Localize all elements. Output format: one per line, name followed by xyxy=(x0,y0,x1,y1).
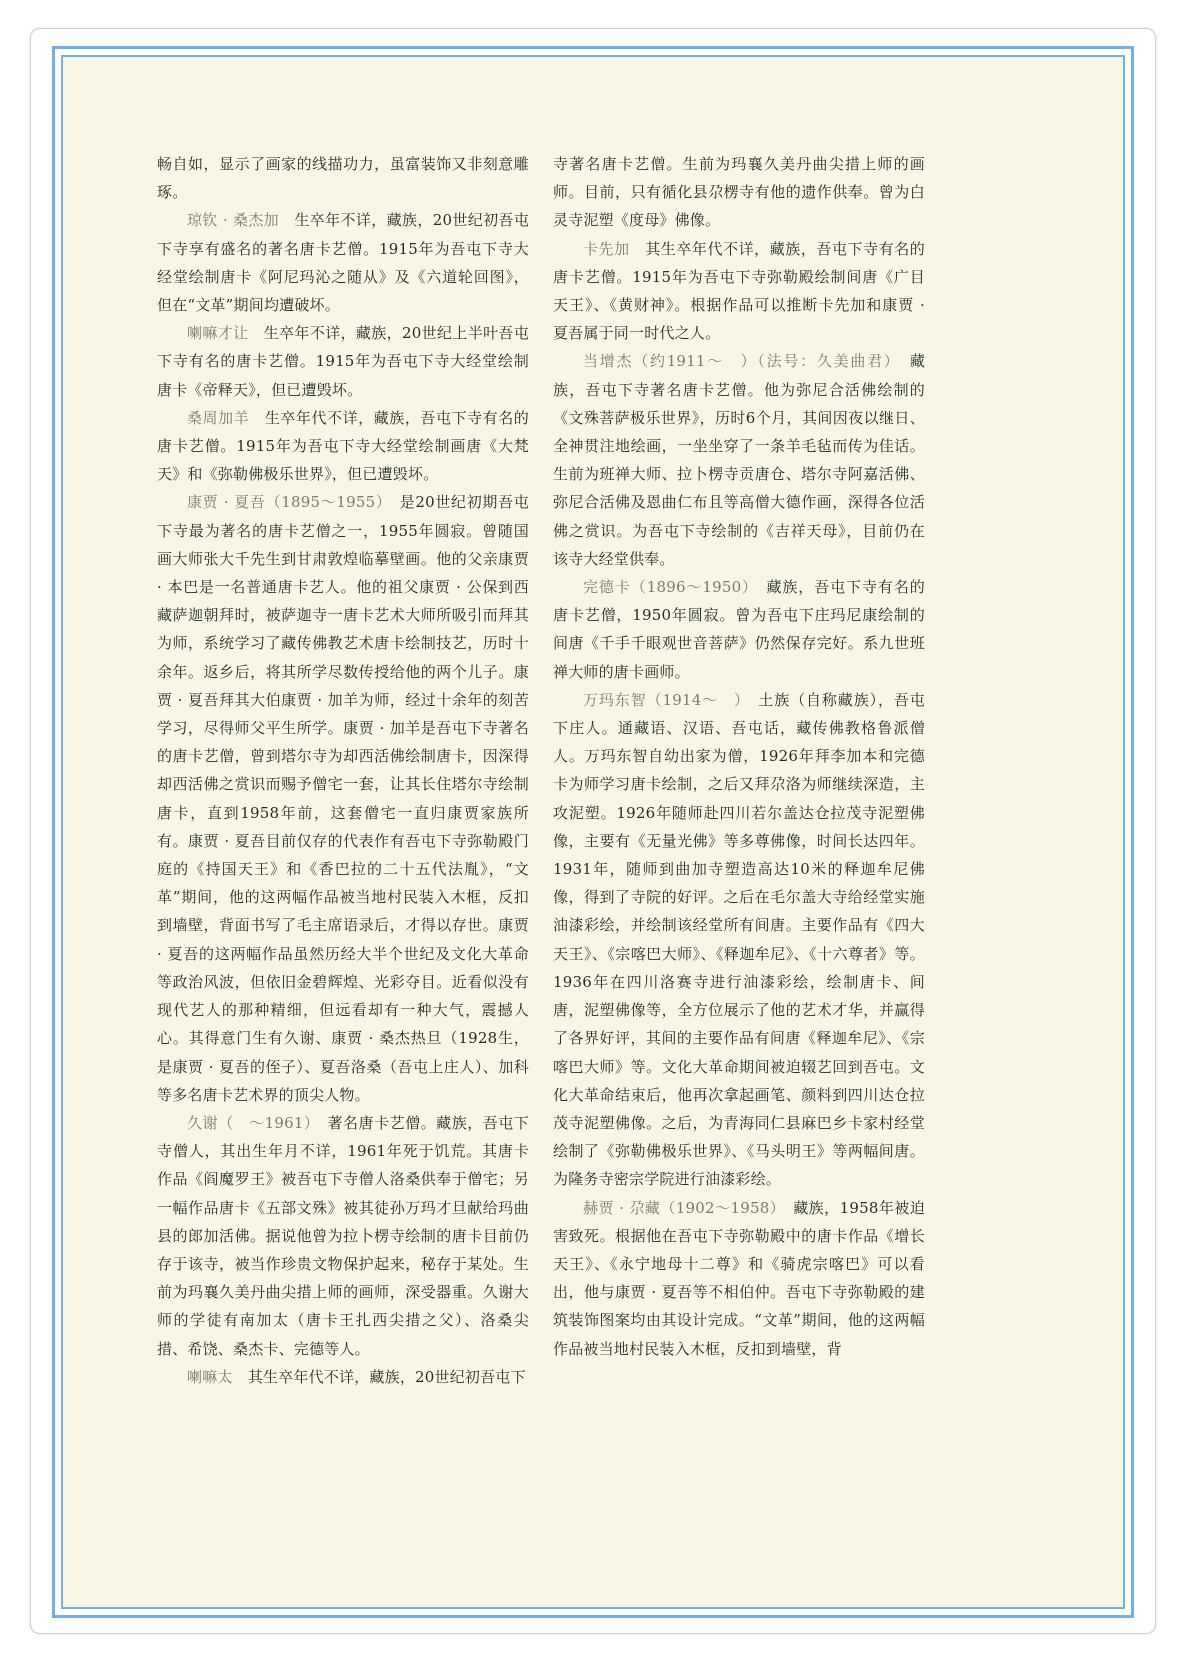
entry-dates: （ ～1961） xyxy=(218,1113,312,1132)
entry-dates: （1896～1950） xyxy=(630,578,751,597)
entry-dates: （1914～ ） xyxy=(646,690,743,709)
biography-entry xyxy=(553,686,925,1194)
entry-name: 卡先加 xyxy=(583,239,630,258)
entry-name: 喇嘛才让 xyxy=(187,324,249,343)
right-column xyxy=(553,150,925,1391)
biography-entry xyxy=(157,1109,529,1363)
entry-dates: （约1911～ ）（法号：久美曲君） xyxy=(633,352,894,371)
entry-dates: （1902～1958） xyxy=(660,1198,778,1217)
entry-text: 生卒年不详，藏族，20世纪上半叶吾屯下寺有名的唐卡艺僧。1915年为吾屯下寺大经堂绘制唐卡《帝释天》，但已遭毁坏。 xyxy=(157,324,529,399)
entry-name: 康贾 · 夏吾 xyxy=(187,493,266,512)
entry-text: 寺著名唐卡艺僧。生前为玛襄久美丹曲尖措上师的画师。目前，只有循化县尕楞寺有他的遗作供奉。曾为白灵寺泥塑《度母》佛像。 xyxy=(553,155,925,230)
entry-name: 完德卡 xyxy=(583,578,631,597)
biography-entry xyxy=(157,404,529,489)
biography-entry xyxy=(553,573,925,686)
entry-dates: （1895～1955） xyxy=(265,493,385,512)
entry-text: 土族（自称藏族），吾屯下庄人。通藏语、汉语、吾屯话，藏传佛教格鲁派僧人。万玛东智自幼出家为僧，1926年拜李加本和完德卡为师学习唐卡绘制，之后又拜尕洛为师继续深造，主攻泥塑。1926年随师赴四川若尔盖达仓拉茂寺泥塑佛像，主要有《无量光佛》等多尊佛像，时间长达四年。1931年，随师到曲加寺塑造高达10米的释迦牟尼佛像，得到了寺院的好评。之后在毛尔盖大寺给经堂实施油漆彩绘，并绘制该经堂所有间唐。主要作品有《四大天王》、《宗喀巴大师》、《释迦牟尼》、《十六尊者》等。1936年在四川洛赛寺进行油漆彩绘，绘制唐卡、间唐，泥塑佛像等，全方位展示了他的艺术才华，并赢得了各界好评，其间的主要作品有间唐《释迦牟尼》、《宗喀巴大师》等。文化大革命期间被迫辍艺回到吾屯。文化大革命结束后，他再次拿起画笔、颜料到四川达仓拉茂寺泥塑佛像。之后，为青海同仁县麻巴乡卡家村经堂绘制了《弥勒佛极乐世界》、《马头明王》等两幅间唐。为隆务寺密宗学院进行油漆彩绘。 xyxy=(553,690,925,1189)
entry-text: 其生卒年代不详，藏族，吾屯下寺有名的唐卡艺僧。1915年为吾屯下寺弥勒殿绘制间唐《广目天王》、《黄财神》。根据作品可以推断卡先加和康贾 · 夏吾属于同一时代之人。 xyxy=(553,239,925,343)
entry-text: 其生卒年代不详，藏族，20世纪初吾屯下 xyxy=(247,1367,526,1386)
paragraph-continuation xyxy=(553,150,925,235)
entry-text: 藏族，吾屯下寺著名唐卡艺僧。他为弥尼合活佛绘制的《文殊菩萨极乐世界》，历时6个月，其间因夜以继日、全神贯注地绘画，一坐坐穿了一条羊毛毡而传为佳话。生前为班禅大师、拉卜楞寺贡唐仓、塔尔寺阿嘉活佛、弥尼合活佛及恩曲仁布且等高僧大德作画，深得各位活佛之赏识。为吾屯下寺绘制的《吉祥天母》，目前仍在该寺大经堂供奉。 xyxy=(553,352,926,568)
biography-entry xyxy=(157,1363,529,1391)
biography-entry xyxy=(553,235,925,348)
biography-entry xyxy=(553,1194,925,1363)
left-column xyxy=(157,150,529,1391)
entry-text: 生卒年不详，藏族，20世纪初吾屯下寺享有盛名的著名唐卡艺僧。1915年为吾屯下寺大经堂绘制唐卡《阿尼玛沁之随从》及《六道轮回图》，但在“文革”期间均遭破坏。 xyxy=(157,211,530,315)
paragraph-continuation xyxy=(157,150,529,206)
biography-entry xyxy=(157,488,529,1108)
entry-name: 当增杰 xyxy=(583,352,634,371)
entry-text: 是20世纪初期吾屯下寺最为著名的唐卡艺僧之一，1955年圆寂。曾随国画大师张大千先生到甘肃敦煌临摹壁画。他的父亲康贾 · 本巴是一名普通唐卡艺人。他的祖父康贾 · 公保到西藏萨迦朝拜时，被萨迦寺一唐卡艺术大师所吸引而拜其为师，系统学习了藏传佛教艺术唐卡绘制技艺，历时十余年。返乡后，将其所学尽数传授给他的两个儿子。康贾 · 夏吾拜其大伯康贾 · 加羊为师，经过十余年的刻苦学习，尽得师父平生所学。康贾 · 加羊是吾屯下寺著名的唐卡艺僧，曾到塔尔寺为却西活佛绘制唐卡，因深得却西活佛之赏识而赐予僧宅一套，让其长住塔尔寺绘制唐卡，直到1958年前，这套僧宅一直归康贾家族所有。康贾 · 夏吾目前仅存的代表作有吾屯下寺弥勒殿门庭的《持国天王》和《香巴拉的二十五代法胤》，“文革”期间，他的这两幅作品被当地村民装入木框，反扣到墙壁，背面书写了毛主席语录后，才得以存世。康贾 · 夏吾的这两幅作品虽然历经大半个世纪及文化大革命等政治风波，但依旧金碧辉煌、光彩夺目。近看似没有现代艺人的那种精细，但远看却有一种大气，震撼人心。其得意门生有久谢、康贾 · 桑杰热旦（1928生，是康贾 · 夏吾的侄子）、夏吾洛桑（吾屯上庄人）、加科等多名唐卡艺术界的顶尖人物。 xyxy=(157,493,529,1104)
entry-text: 生卒年代不详，藏族，吾屯下寺有名的唐卡艺僧。1915年为吾屯下寺大经堂绘制画唐《大梵天》和《弥勒佛极乐世界》，但已遭毁坏。 xyxy=(157,408,529,484)
entry-name: 赫贾 · 尕藏 xyxy=(583,1198,661,1217)
biography-entry xyxy=(157,206,529,319)
biography-entry xyxy=(157,319,529,404)
entry-text: 藏族，吾屯下寺有名的唐卡艺僧，1950年圆寂。曾为吾屯下庄玛尼康绘制的间唐《千手千眼观世音菩萨》仍然保存完好。系九世班禅大师的唐卡画师。 xyxy=(553,578,925,681)
text-body xyxy=(157,150,925,1391)
entry-text: 著名唐卡艺僧。藏族，吾屯下寺僧人，其出生年月不详，1961年死于饥荒。其唐卡作品《阎魔罗王》被吾屯下寺僧人洛桑供奉于僧宅；另一幅作品唐卡《五部文殊》被其徒孙万玛才旦献给玛曲县的郎加活佛。据说他曾为拉卜楞寺绘制的唐卡目前仍存于该寺，被当作珍贵文物保护起来，秘存于某处。生前为玛襄久美丹曲尖措上师的画师，深受器重。久谢大师的学徒有南加太（唐卡王扎西尖措之父）、洛桑尖措、希饶、桑杰卡、完德等人。 xyxy=(157,1113,530,1358)
entry-text: 畅自如，显示了画家的线描功力，虽富装饰又非刻意雕琢。 xyxy=(157,155,529,202)
entry-text: 藏族，1958年被迫害致死。根据他在吾屯下寺弥勒殿中的唐卡作品《增长天王》、《永宁地母十二尊》和《骑虎宗喀巴》可以看出，他与康贾 · 夏吾等不相伯仲。吾屯下寺弥勒殿的建筑装饰图案均由其设计完成。“文革”期间，他的这两幅作品被当地村民装入木框，反扣到墙壁，背 xyxy=(553,1198,925,1358)
entry-name: 万玛东智 xyxy=(583,690,647,709)
entry-name: 桑周加羊 xyxy=(187,408,250,427)
entry-name: 琼钦 · 桑杰加 xyxy=(187,211,280,230)
biography-entry xyxy=(553,347,925,573)
entry-name: 久谢 xyxy=(187,1113,219,1132)
entry-name: 喇嘛太 xyxy=(187,1367,233,1386)
